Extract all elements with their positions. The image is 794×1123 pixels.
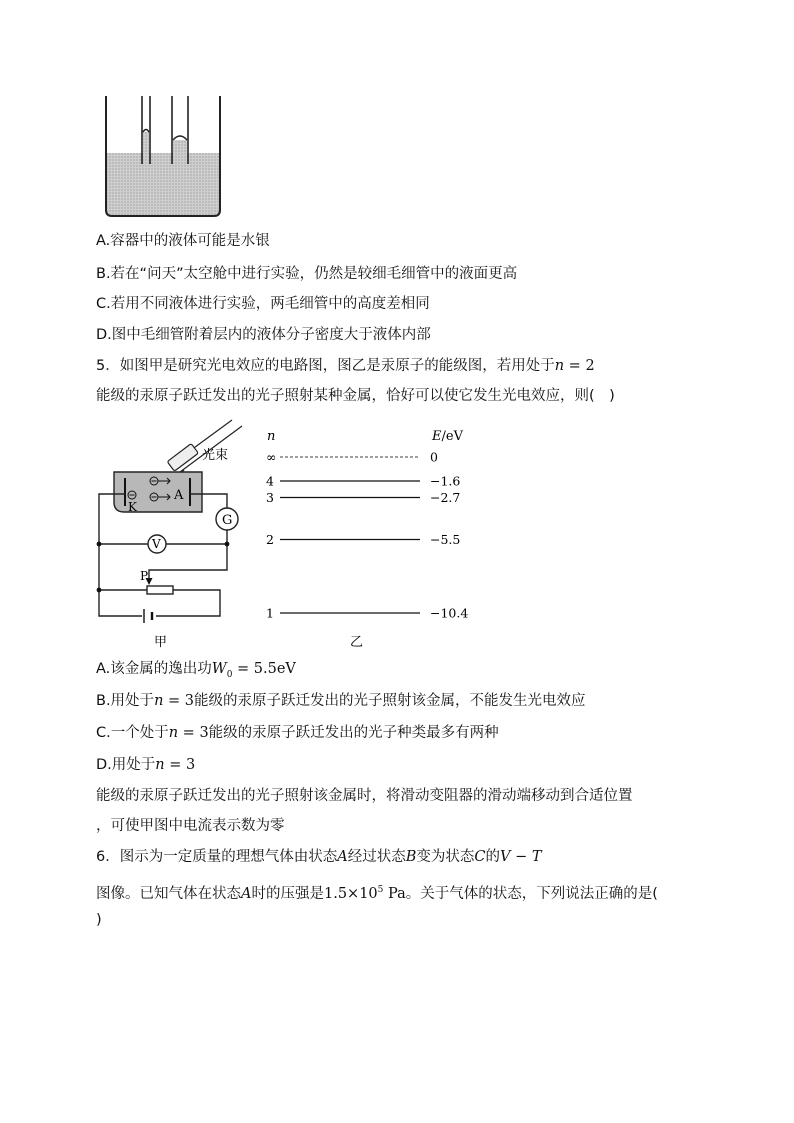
q4-option-a: A.容器中的液体可能是水银 <box>96 233 270 249</box>
anode-label: A <box>174 488 184 503</box>
level-n-label: 4 <box>266 473 274 489</box>
level-n-label: ∞ <box>266 449 277 465</box>
q6-stem-line-1: 6．图示为一定质量的理想气体由状态A经过状态B变为状态C的V − T <box>96 849 542 865</box>
q5-option-d: D.用处于n = 3 <box>96 757 196 773</box>
level-energy-label: 0 <box>430 449 438 465</box>
q5-option-a: A.该金属的逸出功$W_0 = 5.5eV$ <box>96 661 296 680</box>
level-energy-label: −1.6 <box>430 473 461 489</box>
e-axis-header: E/eV <box>432 429 463 444</box>
energy-level-diagram <box>260 420 480 650</box>
level-n-label: 2 <box>266 532 274 547</box>
liquid-in-thin-tube <box>143 132 149 154</box>
energy-level-2 <box>266 532 460 547</box>
energy-level-1 <box>266 606 468 621</box>
energy-level-∞ <box>266 450 438 465</box>
slider-label: P <box>140 569 149 583</box>
q5-option-d-line-2: 能级的汞原子跃迁发出的光子照射该金属时，将滑动变阻器的滑动端移动到合适位置 <box>96 788 633 804</box>
level-energy-label: −2.7 <box>430 490 461 505</box>
q5-option-c: C.一个处于n = 3能级的汞原子跃迁发出的光子种类最多有两种 <box>96 725 499 741</box>
battery <box>144 609 152 623</box>
q5-option-d-line-3: ，可使甲图中电流表示数为零 <box>96 818 285 834</box>
figure-caption-yi: 乙 <box>350 635 364 650</box>
q4-option-c: C.若用不同液体进行实验，两毛细管中的高度差相同 <box>96 296 430 312</box>
wire-node <box>225 542 230 547</box>
rheostat <box>147 586 173 594</box>
n-axis-header: n <box>267 429 276 444</box>
level-n-label: 3 <box>266 490 274 505</box>
figure-caption-jia: 甲 <box>154 635 168 650</box>
liquid-in-thick-tube <box>173 140 187 154</box>
energy-level-4 <box>266 474 460 489</box>
wire-node <box>97 542 102 547</box>
q4-option-d: D.图中毛细管附着层内的液体分子密度大于液体内部 <box>96 327 431 343</box>
q6-stem-line-2: 图像。已知气体在状态A时的压强是$1.5\times 10^5$ Pa。关于气体的状态，下列说法正确的是( <box>96 885 658 902</box>
voltmeter-label: V <box>152 537 161 551</box>
energy-level-3 <box>266 490 460 505</box>
level-energy-label: −5.5 <box>430 532 461 547</box>
light-label: 光束 <box>202 448 229 463</box>
q4-option-b: B.若在“问天”太空舱中进行实验，仍然是较细毛细管中的液面更高 <box>96 266 518 282</box>
wire-node <box>97 588 102 593</box>
level-n-label: 1 <box>266 605 274 621</box>
q5-option-b: B.用处于n = 3能级的汞原子跃迁发出的光子照射该金属，不能发生光电效应 <box>96 693 586 709</box>
q5-stem-line-2: 能级的汞原子跃迁发出的光子照射某种金属，恰好可以使它发生光电效应，则( ) <box>96 388 615 404</box>
capillary-figure <box>100 96 230 222</box>
galvanometer-label: G <box>222 513 233 528</box>
photoelectric-circuit <box>92 420 252 650</box>
q6-stem-line-3: ) <box>96 912 102 928</box>
q5-stem-line-1: 5．如图甲是研究光电效应的电路图，图乙是汞原子的能级图，若用处于n = 2 <box>96 358 595 374</box>
level-energy-label: −10.4 <box>430 605 469 621</box>
light-source-tube <box>167 444 198 472</box>
liquid <box>106 153 220 216</box>
cathode-label: K <box>128 500 137 514</box>
